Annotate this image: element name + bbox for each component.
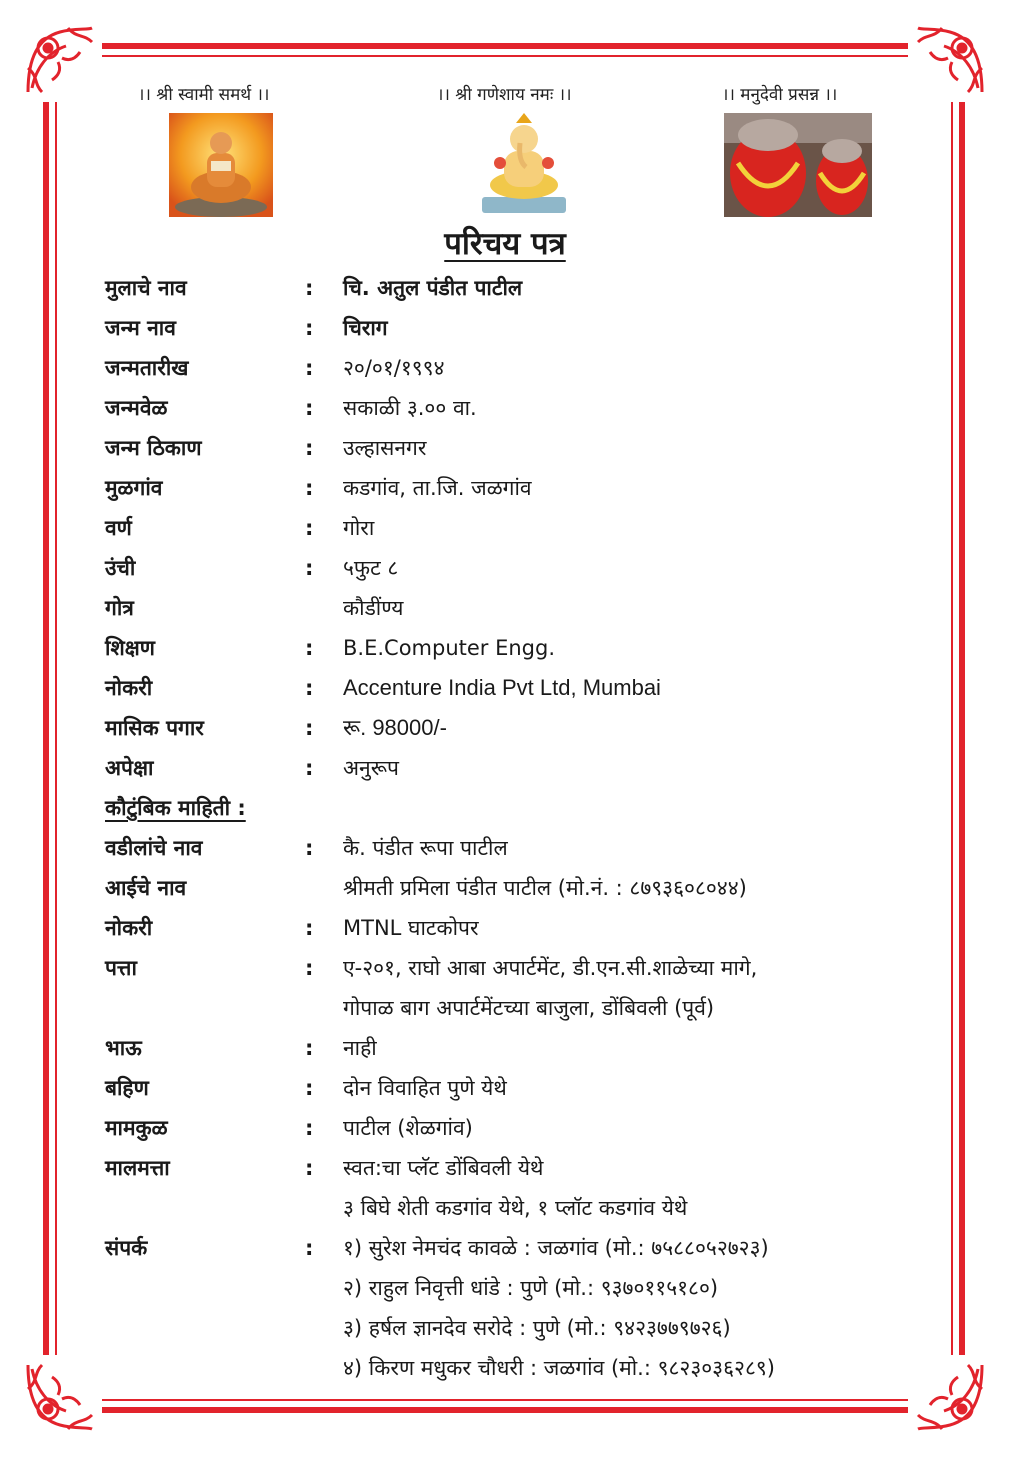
row-contact-4 (105, 1348, 905, 1388)
sister-value: दोन विवाहित पुणे येथे (343, 1076, 507, 1100)
separator: : (305, 956, 314, 980)
gotra-value: कौडींण्य (343, 596, 404, 620)
label: वर्ण (105, 516, 132, 540)
label: नोकरी (105, 676, 153, 700)
father-job-value: MTNL घाटकोपर (343, 916, 479, 940)
row-birth-name (105, 308, 905, 348)
label: जन्म नाव (105, 316, 176, 340)
brother-value: नाही (343, 1036, 377, 1060)
complexion-value: गोरा (343, 516, 375, 540)
contact-2: २) राहुल निवृत्ती धांडे : पुणे (मो.: ९३७०११५१८०) (343, 1276, 719, 1300)
address-line2: गोपाळ बाग अपार्टमेंटच्या बाजुला, डोंबिवली (पूर्व) (343, 996, 715, 1020)
manudevi-image (724, 113, 872, 217)
label: नोकरी (105, 916, 153, 940)
separator: : (305, 516, 314, 540)
height-value: ५फुट ८ (343, 556, 399, 580)
family-section-title: कौटुंबिक माहिती : (105, 796, 246, 820)
contact-4: ४) किरण मधुकर चौधरी : जळगांव (मो.: ९८२३०३६२८९) (343, 1356, 775, 1380)
birth-name-value: चिराग (343, 316, 388, 340)
separator: : (305, 836, 314, 860)
page-title: परिचय पत्र (444, 226, 566, 262)
separator: : (305, 636, 314, 660)
label: मासिक पगार (105, 716, 204, 740)
father-value: कै. पंडीत रूपा पाटील (343, 836, 508, 860)
row-boy-name (105, 268, 905, 308)
row-native (105, 468, 905, 508)
separator: : (305, 1156, 314, 1180)
label: जन्मवेळ (105, 396, 168, 420)
separator: : (305, 356, 314, 380)
separator: : (305, 1036, 314, 1060)
row-brother (105, 1028, 905, 1068)
corner-ornament-icon (18, 1355, 102, 1439)
label: जन्मतारीख (105, 356, 189, 380)
separator: : (305, 1236, 314, 1260)
label: संपर्क (105, 1236, 148, 1260)
row-salary (105, 708, 905, 748)
row-gotra (105, 588, 905, 628)
education-value: B.E.Computer Engg. (343, 636, 556, 660)
ganesha-image (470, 113, 578, 217)
label: भाऊ (105, 1036, 142, 1060)
label: वडीलांचे नाव (105, 836, 203, 860)
row-father (105, 828, 905, 868)
label: पत्ता (105, 956, 137, 980)
corner-ornament-icon (908, 1355, 992, 1439)
separator: : (305, 916, 314, 940)
label: मामकुळ (105, 1116, 168, 1140)
boy-name-value: चि. अतुल पंडीत पाटील (343, 276, 523, 300)
biodata-details (105, 268, 905, 1388)
label: मुळगांव (105, 476, 163, 500)
expectation-value: अनुरूप (343, 756, 399, 780)
row-father-job (105, 908, 905, 948)
row-property-cont (105, 1188, 905, 1228)
row-job (105, 668, 905, 708)
row-education (105, 628, 905, 668)
row-contact-3 (105, 1308, 905, 1348)
property-line1: स्वत:चा प्लॅट डोंबिवली येथे (343, 1156, 544, 1180)
row-complexion (105, 508, 905, 548)
row-family-heading (105, 788, 905, 828)
native-value: कडगांव, ता.जि. जळगांव (343, 476, 532, 500)
separator: : (305, 476, 314, 500)
row-dob (105, 348, 905, 388)
separator: : (305, 716, 314, 740)
row-birth-time (105, 388, 905, 428)
birth-time-value: सकाळी ३.०० वा. (343, 396, 477, 420)
row-sister (105, 1068, 905, 1108)
row-contact-2 (105, 1268, 905, 1308)
row-maternal (105, 1108, 905, 1148)
separator: : (305, 316, 314, 340)
separator: : (305, 436, 314, 460)
maternal-value: पाटील (शेळगांव) (343, 1116, 473, 1140)
separator: : (305, 1116, 314, 1140)
separator: : (305, 676, 314, 700)
row-expectation (105, 748, 905, 788)
job-value: Accenture India Pvt Ltd, Mumbai (343, 675, 661, 700)
birth-place-value: उल्हासनगर (343, 436, 427, 460)
row-birth-place (105, 428, 905, 468)
dedication-center: ।। श्री गणेशाय नमः ।। (437, 85, 572, 105)
label: अपेक्षा (105, 756, 154, 780)
separator: : (305, 276, 314, 300)
label: मालमत्ता (105, 1156, 170, 1180)
separator: : (305, 1076, 314, 1100)
property-line2: ३ बिघे शेती कडगांव येथे, १ प्लॉट कडगांव येथे (343, 1196, 688, 1220)
swami-samarth-image (169, 113, 273, 217)
row-height (105, 548, 905, 588)
corner-ornament-icon (908, 18, 992, 102)
label: बहिण (105, 1076, 149, 1100)
label: मुलाचे नाव (105, 276, 187, 300)
row-property (105, 1148, 905, 1188)
row-mother (105, 868, 905, 908)
label: आईचे नाव (105, 876, 187, 900)
corner-ornament-icon (18, 18, 102, 102)
separator: : (305, 756, 314, 780)
separator: : (305, 556, 314, 580)
row-contact (105, 1228, 905, 1268)
contact-1: १) सुरेश नेमचंद कावळे : जळगांव (मो.: ७५८८०५२७२३) (343, 1236, 769, 1260)
salary-value: रू. 98000/- (343, 715, 447, 740)
label: गोत्र (105, 596, 134, 620)
row-address (105, 948, 905, 988)
label: उंची (105, 556, 136, 580)
dedication-left: ।। श्री स्वामी समर्थ ।। (138, 85, 270, 105)
separator: : (305, 396, 314, 420)
row-address-cont (105, 988, 905, 1028)
contact-3: ३) हर्षल ज्ञानदेव सरोदे : पुणे (मो.: ९४२३७७९७२६) (343, 1316, 731, 1340)
address-line1: ए-२०१, राघो आबा अपार्टमेंट, डी.एन.सी.शाळेच्या मागे, (343, 956, 758, 980)
label: जन्म ठिकाण (105, 436, 202, 460)
dob-value: २०/०१/१९९४ (343, 356, 445, 380)
label: शिक्षण (105, 636, 155, 660)
mother-value: श्रीमती प्रमिला पंडीत पाटील (मो.नं. : ८७९३६०८०४४) (343, 876, 747, 900)
dedication-right: ।। मनुदेवी प्रसन्न ।। (722, 85, 838, 105)
